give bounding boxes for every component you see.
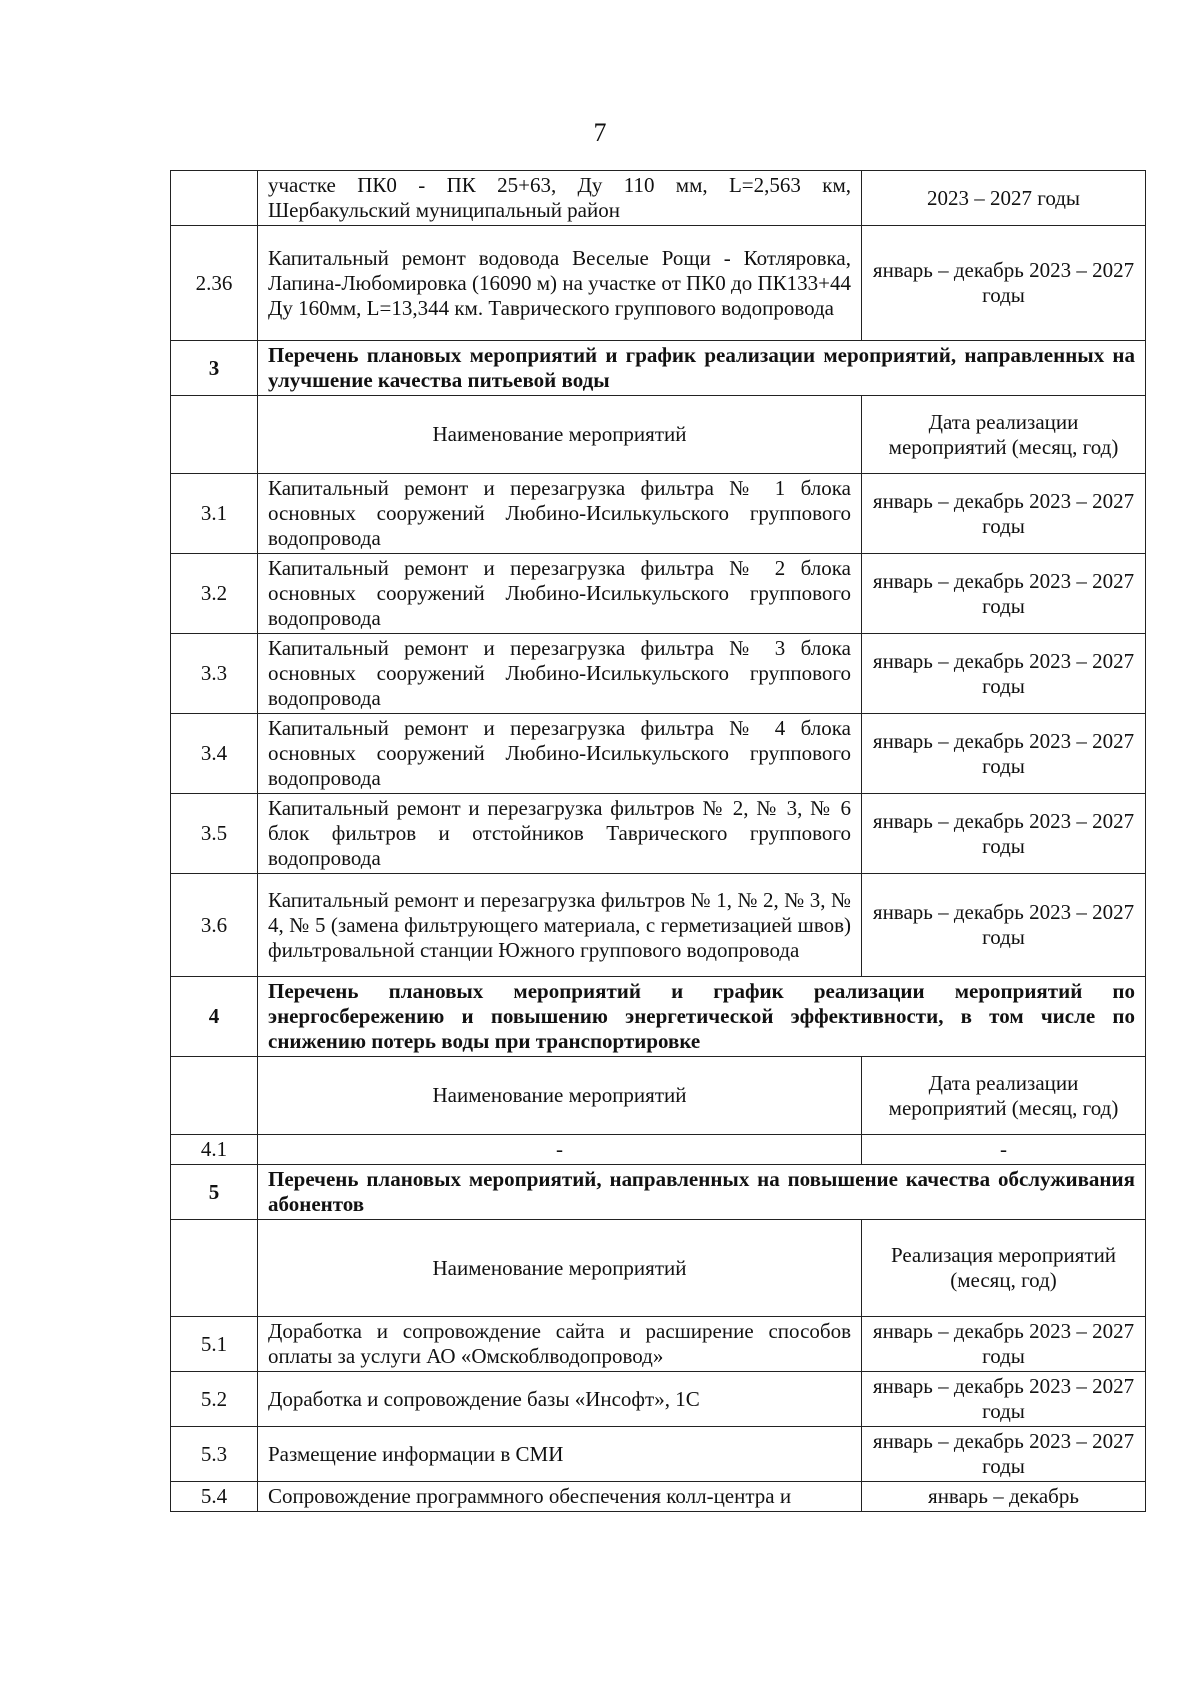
section-row — [171, 1165, 1146, 1220]
table-row — [171, 634, 1146, 714]
section-number: 3 — [171, 341, 258, 396]
item-description: участке ПК0 - ПК 25+63, Ду 110 мм, L=2,563 км, Шербакульский муниципальный район — [258, 171, 862, 226]
measures-table — [170, 170, 1146, 1512]
table-row — [171, 1317, 1146, 1372]
section-number: 5 — [171, 1165, 258, 1220]
header-empty-cell — [171, 1220, 258, 1317]
section-title: Перечень плановых мероприятий, направленных на повышение качества обслуживания абонентов — [258, 1165, 1146, 1220]
item-date: январь – декабрь 2023 – 2027 годы — [862, 634, 1146, 714]
header-date: Дата реализации мероприятий (месяц, год) — [862, 1057, 1146, 1135]
measures-table-body — [171, 171, 1146, 1512]
page-number: 7 — [593, 118, 607, 147]
item-description: - — [258, 1135, 862, 1165]
section-row — [171, 341, 1146, 396]
section-title: Перечень плановых мероприятий и график реализации мероприятий по энергосбережению и повышению энергетической эффективности, в том числе по снижению потерь воды при транспортировке — [258, 977, 1146, 1057]
table-row — [171, 1482, 1146, 1512]
item-description: Капитальный ремонт и перезагрузка фильтра № 3 блока основных сооружений Любино-Исилькульского группового водопровода — [258, 634, 862, 714]
header-empty-cell — [171, 396, 258, 474]
item-description: Капитальный ремонт и перезагрузка фильтров № 1, № 2, № 3, № 4, № 5 (замена фильтрующего материала, с герметизацией швов) фильтровальной станции Южного группового водопровода — [258, 874, 862, 977]
item-number: 3.3 — [171, 634, 258, 714]
table-row — [171, 1135, 1146, 1165]
item-date: - — [862, 1135, 1146, 1165]
item-date: январь – декабрь 2023 – 2027 годы — [862, 226, 1146, 341]
header-name: Наименование мероприятий — [258, 1057, 862, 1135]
item-description: Капитальный ремонт и перезагрузка фильтра № 4 блока основных сооружений Любино-Исилькульского группового водопровода — [258, 714, 862, 794]
item-number: 3.5 — [171, 794, 258, 874]
item-date: январь – декабрь 2023 – 2027 годы — [862, 1317, 1146, 1372]
header-name: Наименование мероприятий — [258, 396, 862, 474]
header-name: Наименование мероприятий — [258, 1220, 862, 1317]
item-date: январь – декабрь 2023 – 2027 годы — [862, 874, 1146, 977]
item-number: 3.1 — [171, 474, 258, 554]
header-empty-cell — [171, 1057, 258, 1135]
item-description: Доработка и сопровождение сайта и расширение способов оплаты за услуги АО «Омскоблводопровод» — [258, 1317, 862, 1372]
section-number: 4 — [171, 977, 258, 1057]
item-date: январь – декабрь 2023 – 2027 годы — [862, 474, 1146, 554]
section-row — [171, 977, 1146, 1057]
item-number: 3.4 — [171, 714, 258, 794]
table-row — [171, 1372, 1146, 1427]
item-number: 5.4 — [171, 1482, 258, 1512]
table-row — [171, 1427, 1146, 1482]
table-row — [171, 794, 1146, 874]
column-header-row — [171, 1057, 1146, 1135]
header-date: Реализация мероприятий (месяц, год) — [862, 1220, 1146, 1317]
table-row — [171, 474, 1146, 554]
item-number: 3.2 — [171, 554, 258, 634]
table-row — [171, 874, 1146, 977]
item-number — [171, 171, 258, 226]
item-description: Капитальный ремонт водовода Веселые Рощи - Котляровка, Лапина-Любомировка (16090 м) на участке от ПК0 до ПК133+44 Ду 160мм, L=13,344 км. Таврического группового водопровода — [258, 226, 862, 341]
item-date: январь – декабрь 2023 – 2027 годы — [862, 1427, 1146, 1482]
item-description: Доработка и сопровождение базы «Инсофт», 1С — [258, 1372, 862, 1427]
table-row — [171, 714, 1146, 794]
table-row — [171, 171, 1146, 226]
item-number: 5.2 — [171, 1372, 258, 1427]
item-description: Капитальный ремонт и перезагрузка фильтра № 1 блока основных сооружений Любино-Исилькульского группового водопровода — [258, 474, 862, 554]
item-description: Капитальный ремонт и перезагрузка фильтров № 2, № 3, № 6 блок фильтров и отстойников Таврического группового водопровода — [258, 794, 862, 874]
column-header-row — [171, 396, 1146, 474]
item-date: январь – декабрь 2023 – 2027 годы — [862, 794, 1146, 874]
header-date: Дата реализации мероприятий (месяц, год) — [862, 396, 1146, 474]
item-number: 5.3 — [171, 1427, 258, 1482]
item-number: 5.1 — [171, 1317, 258, 1372]
item-description: Размещение информации в СМИ — [258, 1427, 862, 1482]
item-date: 2023 – 2027 годы — [862, 171, 1146, 226]
item-description: Капитальный ремонт и перезагрузка фильтра № 2 блока основных сооружений Любино-Исилькульского группового водопровода — [258, 554, 862, 634]
item-date: январь – декабрь 2023 – 2027 годы — [862, 554, 1146, 634]
item-date: январь – декабрь — [862, 1482, 1146, 1512]
item-number: 2.36 — [171, 226, 258, 341]
item-date: январь – декабрь 2023 – 2027 годы — [862, 714, 1146, 794]
item-date: январь – декабрь 2023 – 2027 годы — [862, 1372, 1146, 1427]
table-row — [171, 226, 1146, 341]
table-row — [171, 554, 1146, 634]
item-number: 4.1 — [171, 1135, 258, 1165]
item-description: Сопровождение программного обеспечения колл-центра и — [258, 1482, 862, 1512]
column-header-row — [171, 1220, 1146, 1317]
item-number: 3.6 — [171, 874, 258, 977]
section-title: Перечень плановых мероприятий и график реализации мероприятий, направленных на улучшение качества питьевой воды — [258, 341, 1146, 396]
